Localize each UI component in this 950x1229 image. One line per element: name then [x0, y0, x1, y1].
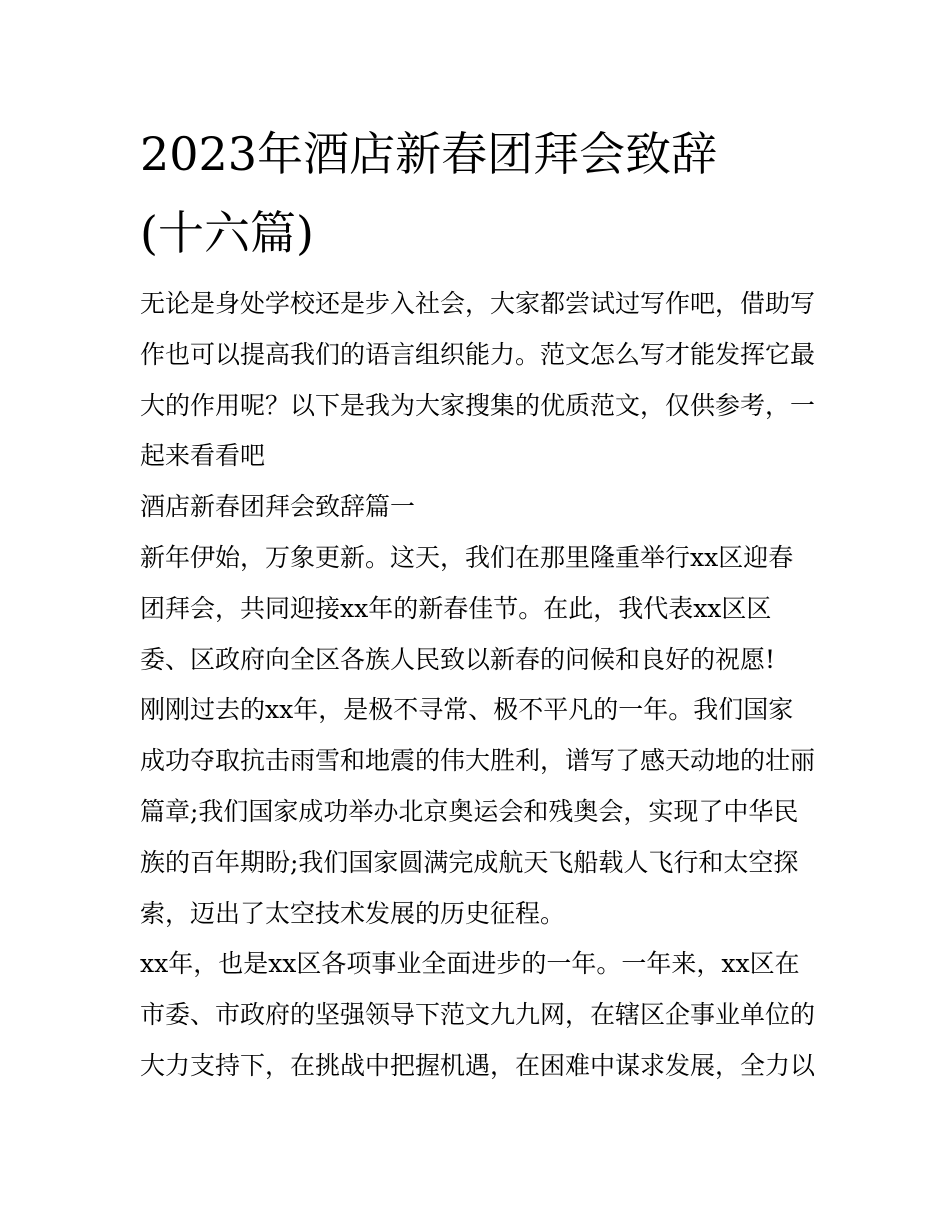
title-line: (十六篇) [140, 206, 314, 260]
text-line: 起来看看吧 [140, 441, 266, 471]
intro-paragraph [140, 279, 815, 482]
text-line: 作也可以提高我们的语言组织能力。范文怎么写才能发挥它最 [140, 339, 816, 369]
text-line: xx年，也是xx区各项事业全面进步的一年。一年来，xx区在 [140, 949, 800, 979]
text-line: 刚刚过去的xx年，是极不寻常、极不平凡的一年。我们国家 [140, 695, 794, 725]
section-heading [140, 482, 815, 533]
text-line: 无论是身处学校还是步入社会，大家都尝试过写作吧，借助写 [140, 289, 816, 318]
text-line: 市委、市政府的坚强领导下范文九九网，在辖区企事业单位的 [140, 1000, 816, 1030]
text-line: 委、区政府向全区各族人民致以新春的问候和良好的祝愿! [140, 644, 776, 674]
text-line: 新年伊始，万象更新。这天，我们在那里隆重举行xx区迎春 [140, 542, 794, 572]
document-page [140, 115, 815, 1092]
text-line: 团拜会，共同迎接xx年的新春佳节。在此，我代表xx区区 [140, 593, 772, 623]
text-line: 成功夺取抗击雨雪和地震的伟大胜利，谱写了感天动地的壮丽 [140, 746, 816, 776]
text-line: 大力支持下，在挑战中把握机遇，在困难中谋求发展，全力以 [140, 1050, 816, 1080]
body-paragraph [140, 533, 815, 685]
body-paragraph [140, 939, 815, 1091]
document-body [140, 279, 815, 1092]
text-line: 大的作用呢？以下是我为大家搜集的优质范文，仅供参考，一 [140, 390, 816, 420]
title-line: 2023年酒店新春团拜会致辞 [140, 127, 718, 181]
text-line: 酒店新春团拜会致辞篇一 [140, 492, 416, 522]
document-title [140, 115, 815, 273]
body-paragraph [140, 685, 815, 939]
text-line: 索，迈出了太空技术发展的历史征程。 [140, 898, 566, 928]
text-line: 族的百年期盼;我们国家圆满完成航天飞船载人飞行和太空探 [140, 847, 799, 877]
text-line: 篇章;我们国家成功举办北京奥运会和残奥会，实现了中华民 [140, 796, 799, 826]
